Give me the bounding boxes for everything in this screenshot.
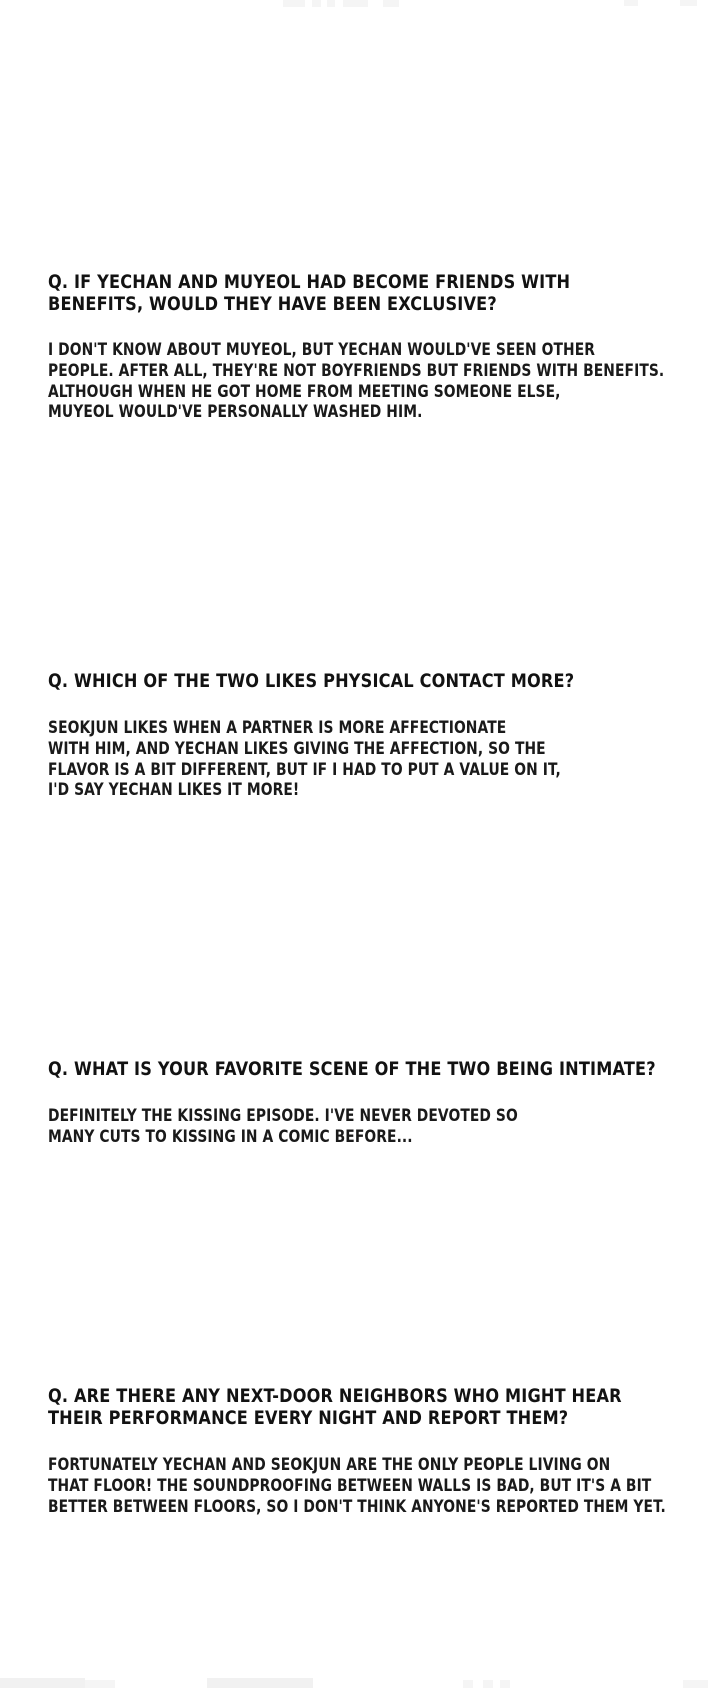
answer-line: I DON'T KNOW ABOUT MUYEOL, BUT YECHAN WOULD'VE SEEN OTHER: [48, 340, 596, 359]
answer-line: ALTHOUGH WHEN HE GOT HOME FROM MEETING SOMEONE ELSE,: [48, 381, 561, 401]
answer-line: SEOKJUN LIKES WHEN A PARTNER IS MORE AFFECTIONATE: [48, 718, 507, 737]
artifact-fragment: [207, 1678, 313, 1688]
question-line: Q. IF YECHAN AND MUYEOL HAD BECOME FRIENDS WITH: [48, 271, 571, 293]
question-line: THEIR PERFORMANCE EVERY NIGHT AND REPORT THEM?: [48, 1406, 569, 1429]
artifact-fragment: [483, 1680, 493, 1688]
artifact-fragment: [500, 1680, 510, 1688]
question-line: Q. WHICH OF THE TWO LIKES PHYSICAL CONTACT MORE?: [48, 670, 575, 692]
answer-line: MANY CUTS TO KISSING IN A COMIC BEFORE...: [48, 1126, 413, 1146]
answer-line: THAT FLOOR! THE SOUNDPROOFING BETWEEN WALLS IS BAD, BUT IT'S A BIT: [48, 1475, 652, 1495]
qa-block-1-answer: [48, 340, 720, 423]
artifact-fragment: [624, 0, 638, 6]
artifact-fragment: [343, 0, 368, 7]
answer-line: BETTER BETWEEN FLOORS, SO I DON'T THINK ANYONE'S REPORTED THEM YET.: [48, 1496, 666, 1516]
question-line: BENEFITS, WOULD THEY HAVE BEEN EXCLUSIVE?: [48, 292, 497, 315]
qa-block-2-answer: [48, 718, 659, 801]
qa-block-2-question: [48, 671, 667, 693]
qa-block-1-question: [48, 272, 662, 315]
qa-block-4-question: [48, 1386, 720, 1429]
artifact-fragment: [680, 0, 697, 6]
artifact-fragment: [283, 0, 305, 7]
artifact-fragment: [327, 0, 335, 7]
answer-line: MUYEOL WOULD'VE PERSONALLY WASHED HIM.: [48, 402, 423, 422]
artifact-fragment: [85, 1680, 115, 1688]
answer-line: DEFINITELY THE KISSING EPISODE. I'VE NEVER DEVOTED SO: [48, 1106, 518, 1125]
artifact-fragment: [683, 1680, 708, 1688]
artifact-fragment: [0, 1678, 85, 1688]
artifact-fragment: [312, 0, 321, 7]
qa-block-4-answer: [48, 1455, 720, 1517]
question-line: Q. ARE THERE ANY NEXT-DOOR NEIGHBORS WHO MIGHT HEAR: [48, 1385, 622, 1407]
answer-line: WITH HIM, AND YECHAN LIKES GIVING THE AFFECTION, SO THE: [48, 738, 546, 758]
answer-line: PEOPLE. AFTER ALL, THEY'RE NOT BOYFRIENDS BUT FRIENDS WITH BENEFITS.: [48, 360, 665, 380]
artifact-fragment: [463, 1680, 473, 1688]
qa-block-3-answer: [48, 1106, 607, 1148]
answer-line: I'D SAY YECHAN LIKES IT MORE!: [48, 780, 300, 800]
qa-block-3-question: [48, 1059, 720, 1081]
answer-line: FLAVOR IS A BIT DIFFERENT, BUT IF I HAD TO PUT A VALUE ON IT,: [48, 759, 561, 779]
artifact-fragment: [383, 0, 399, 7]
question-line: Q. WHAT IS YOUR FAVORITE SCENE OF THE TWO BEING INTIMATE?: [48, 1058, 656, 1080]
answer-line: FORTUNATELY YECHAN AND SEOKJUN ARE THE ONLY PEOPLE LIVING ON: [48, 1455, 611, 1474]
